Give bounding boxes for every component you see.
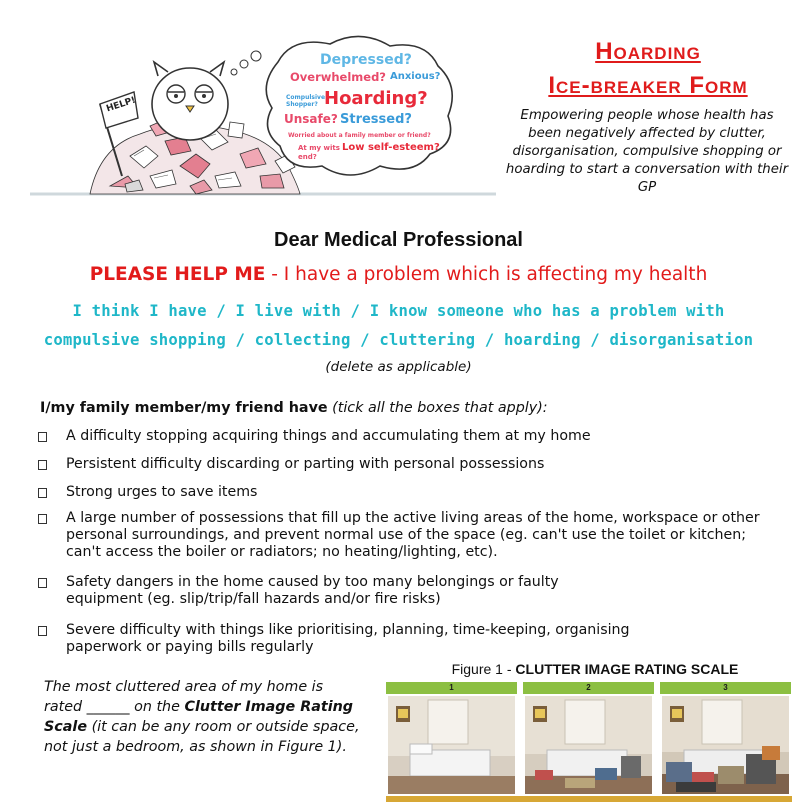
checkbox[interactable] <box>38 514 47 524</box>
form-tagline: Empowering people whose health has been negatively affected by clutter, disorganisation, compulsive shopping or hoarding to start a conversation with their GP <box>505 108 789 195</box>
please-help-emphasis: PLEASE HELP ME <box>89 264 266 285</box>
figure-caption-prefix: Figure 1 - <box>451 661 516 677</box>
checklist-intro-italic: (tick all the boxes that apply): <box>327 400 548 416</box>
clutter-image-strip <box>386 682 792 802</box>
clutter-panel-1 <box>386 682 517 802</box>
strip-bottom-bar <box>386 796 792 802</box>
please-help-rest: - I have a problem which is affecting my health <box>265 264 708 285</box>
checkbox[interactable] <box>38 460 47 470</box>
clutter-panel-3 <box>660 682 791 802</box>
word-hoarding: Hoarding? <box>324 88 428 109</box>
form-title-line1: Hoarding <box>595 38 701 65</box>
checklist-item-text: A large number of possessions that fill up the active living areas of the home, workspace or other personal surroundings, and prevent normal use of the space (eg. can't use the toilet or kitchen; can't access the boiler or radiators; no heating/lighting, etc). <box>66 510 760 560</box>
header-illustration <box>30 26 496 212</box>
rating-text-a: The most cluttered area of my home is rated ______ on the <box>44 679 324 715</box>
word-self-esteem: Low self-esteem? <box>342 142 440 153</box>
checkbox[interactable] <box>38 626 47 636</box>
word-worried: Worried about a family member or friend? <box>288 132 431 139</box>
panel-number: 3 <box>660 682 791 694</box>
bedroom-photo <box>525 696 652 794</box>
delete-note: (delete as applicable) <box>325 359 472 375</box>
word-stressed: Stressed? <box>340 112 412 127</box>
form-title-line2: Ice-breaker Form <box>548 72 748 99</box>
checklist-item-text: Strong urges to save items <box>66 484 258 500</box>
checkbox[interactable] <box>38 432 47 442</box>
checklist-intro <box>40 400 548 416</box>
figure-caption <box>410 661 780 677</box>
figure-caption-title: CLUTTER IMAGE RATING SCALE <box>515 661 739 677</box>
salutation: Dear Medical Professional <box>274 229 523 251</box>
checklist-item-text: Safety dangers in the home caused by too many belongings or faulty equipment (eg. slip/trip/fall hazards and/or fire risks) <box>66 574 559 607</box>
clutter-rating-text <box>44 677 364 757</box>
panel-number: 1 <box>386 682 517 694</box>
checklist-item <box>34 456 764 476</box>
flag-text: HELP! <box>105 95 137 115</box>
checklist-item-text: A difficulty stopping acquiring things and accumulating them at my home <box>66 428 591 444</box>
panel-number: 2 <box>523 682 654 694</box>
word-unsafe: Unsafe? <box>284 112 338 126</box>
bedroom-photo <box>388 696 515 794</box>
checklist-item <box>34 428 764 448</box>
checklist-item <box>34 484 764 504</box>
checklist-item <box>34 574 764 610</box>
checklist-item-text: Severe difficulty with things like prioritising, planning, time-keeping, organising paperwork or paying bills regularly <box>66 622 630 655</box>
checklist-item <box>34 510 764 564</box>
checklist-item-text: Persistent difficulty discarding or parting with personal possessions <box>66 456 545 472</box>
word-wits-end: At my wits end? <box>298 144 340 161</box>
problem-line-1: I think I have / I live with / I know someone who has a problem with <box>72 302 725 320</box>
word-compulsive: Compulsive Shopper? <box>286 94 326 108</box>
clutter-panel-2 <box>523 682 654 802</box>
bedroom-photo <box>662 696 789 794</box>
checkbox[interactable] <box>38 488 47 498</box>
problem-line-2: compulsive shopping / collecting / cluttering / hoarding / disorganisation <box>43 331 754 349</box>
checkbox[interactable] <box>38 578 47 588</box>
owl-on-clutter-pile-illustration <box>30 26 496 212</box>
owl-icon <box>152 62 228 140</box>
rating-scale-name: Clutter Image Rating Scale <box>44 699 354 735</box>
checklist-item <box>34 622 764 658</box>
rating-text-b: (it can be any room or outside space, not just a bedroom, as shown in Figure 1). <box>44 719 360 755</box>
word-depressed: Depressed? <box>320 52 412 68</box>
please-help-line <box>0 264 797 285</box>
word-anxious: Anxious? <box>390 71 441 82</box>
checklist-intro-bold: I/my family member/my friend have <box>40 400 328 416</box>
word-overwhelmed: Overwhelmed? <box>290 70 386 84</box>
